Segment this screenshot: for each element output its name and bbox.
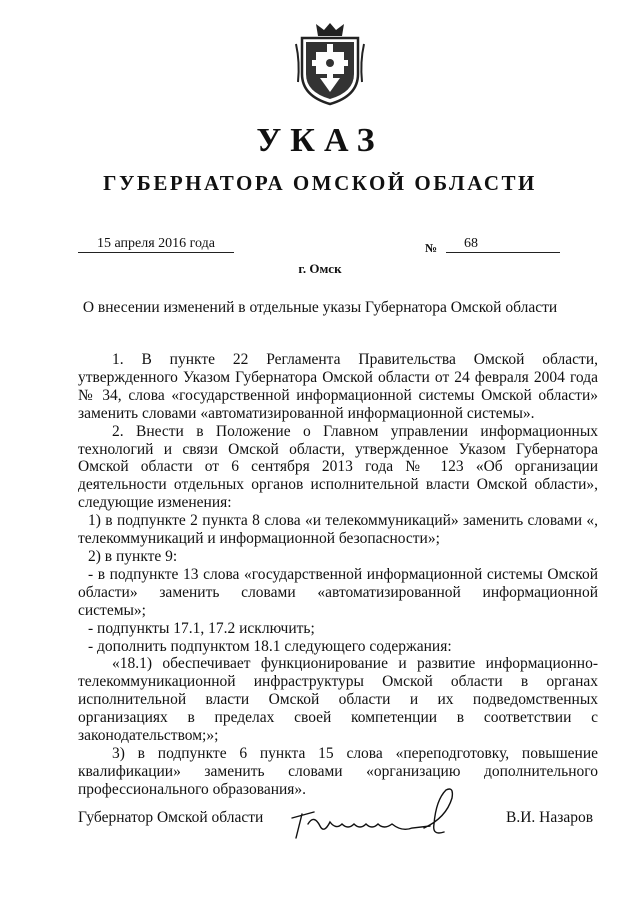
document-number: 68 bbox=[446, 235, 560, 253]
signer-name: В.И. Назаров bbox=[506, 809, 594, 826]
document-subject: О внесении изменений в отдельные указы Губернатора Омской области bbox=[82, 299, 558, 316]
paragraph: «18.1) обеспечивает функционирование и развитие информационно-телекоммуникационной инфраструктуры Омской области в органах исполнительной власти Омской области и их подведомственных организациях в пределах своей компетенции в соответствии с законодательством;»; bbox=[78, 655, 598, 745]
number-label: № bbox=[425, 241, 438, 255]
paragraph: 3) в подпункте 6 пункта 15 слова «переподготовку, повышение квалификации» заменить словами «организацию дополнительного профессионального образования». bbox=[78, 744, 598, 798]
paragraph: 1) в подпункте 2 пункта 8 слова «и телекоммуникаций» заменить словами «, телекоммуникаций и информационной безопасности»; bbox=[78, 512, 598, 548]
document-date: 15 апреля 2016 года bbox=[78, 235, 234, 253]
signature-icon bbox=[284, 778, 474, 848]
paragraph: 2) в пункте 9: bbox=[88, 547, 178, 565]
paragraph: - подпункты 17.1, 17.2 исключить; bbox=[88, 619, 315, 637]
document-city: г. Омск bbox=[298, 261, 342, 276]
paragraph: 1. В пункте 22 Регламента Правительства Омской области, утвержденного Указом Губернатора Омской области от 24 февраля 2004 года № 34, слова «государственной информационной системы Омской области» заменить словами «автоматизированной информационной системы». bbox=[78, 351, 598, 422]
paragraph: 2. Внести в Положение о Главном управлении информационных технологий и связи Омской области, утвержденное Указом Губернатора Омской области от 6 сентября 2013 года № 123 «Об организации деятельности отдельных органов исполнительной власти Омской области», следующие изменения: bbox=[78, 422, 598, 512]
paragraph: - в подпункте 13 слова «государственной информационной системы Омской области» заменить словами «автоматизированной информационной системы»; bbox=[78, 565, 598, 619]
document-body bbox=[78, 351, 598, 799]
signer-position: Губернатор Омской области bbox=[78, 809, 264, 826]
paragraph: - дополнить подпунктом 18.1 следующего содержания: bbox=[88, 637, 452, 655]
coat-of-arms-icon bbox=[294, 22, 366, 106]
document-title: УКАЗ bbox=[256, 122, 384, 159]
document-subtitle: ГУБЕРНАТОРА ОМСКОЙ ОБЛАСТИ bbox=[103, 171, 537, 195]
